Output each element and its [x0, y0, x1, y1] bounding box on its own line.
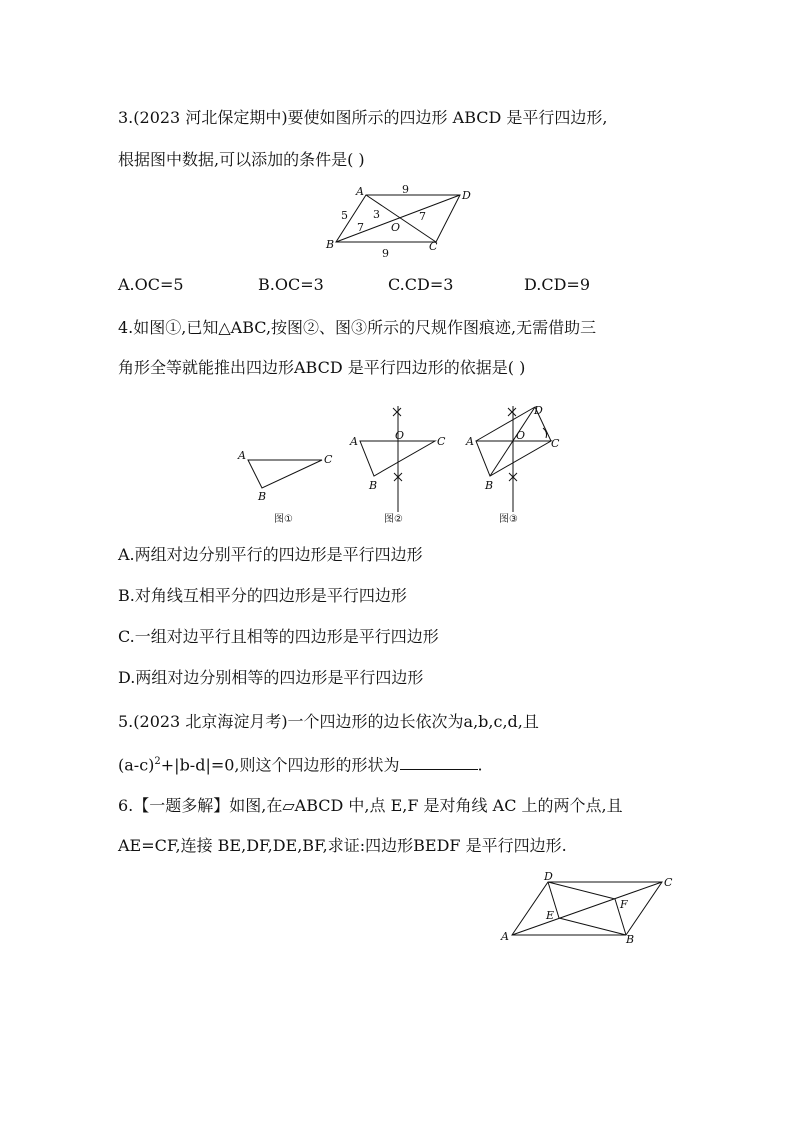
q3-label-ob: 7 [357, 221, 364, 234]
q3-option-c: C.CD=3 [388, 275, 454, 294]
q4-fig1-point-a: A [238, 449, 246, 462]
q3-label-ab: 5 [341, 209, 348, 222]
q3-label-ad: 9 [402, 183, 409, 196]
q4-option-a: A.两组对边分别平行的四边形是平行四边形 [118, 545, 423, 564]
q4-fig2-point-o: O [395, 429, 405, 442]
q6-point-b: B [626, 933, 635, 944]
q4-fig1-point-b: B [258, 490, 267, 503]
q6-point-c: C [664, 876, 673, 889]
q3-label-od: 7 [419, 210, 426, 223]
q4-line-1: 4.如图①,已知△ABC,按图②、图③所示的尺规作图痕迹,无需借助三 [118, 318, 597, 337]
q6-point-f: F [620, 898, 628, 911]
q5-line-1: 5.(2023 北京海淀月考)一个四边形的边长依次为a,b,c,d,且 [118, 712, 539, 731]
q6-point-a: A [501, 930, 509, 943]
q3-point-c: C [429, 240, 438, 253]
q6-point-e: E [546, 909, 555, 922]
q4-fig3-point-o: O [516, 429, 526, 442]
q3-label-oa: 3 [373, 208, 380, 221]
q4-fig3-point-a: A [466, 435, 474, 448]
q4-fig3-point-c: C [551, 437, 560, 450]
q3-parallelogram-figure [322, 182, 472, 260]
q6-line-1: 6.【一题多解】如图,在▱ABCD 中,点 E,F 是对角线 AC 上的两个点,且 [118, 796, 623, 815]
q4-fig2-caption: 图② [384, 514, 403, 525]
q6-segment-df [548, 882, 615, 899]
q6-segment-be [559, 918, 626, 935]
q4-line-2: 角形全等就能推出四边形ABCD 是平行四边形的依据是( ) [118, 358, 526, 377]
q3-option-b: B.OC=3 [258, 275, 324, 294]
q4-option-c: C.一组对边平行且相等的四边形是平行四边形 [118, 627, 439, 646]
q4-fig3-line-ad [476, 407, 535, 441]
q4-fig2-point-a: A [350, 435, 358, 448]
q5-expr-b: +|b-d|=0,则这个四边形的形状为 [160, 755, 400, 775]
q6-parallelogram-figure [496, 868, 686, 944]
q3-diagonal-bd [336, 195, 460, 242]
q4-fig2-point-c: C [437, 435, 446, 448]
q3-point-d: D [462, 189, 471, 202]
q4-fig1-point-c: C [324, 453, 333, 466]
q5-expr-sup: 2 [154, 756, 161, 767]
q4-fig1-triangle [248, 460, 322, 488]
q3-label-bc: 9 [382, 247, 389, 260]
q5-expr-end: . [477, 755, 483, 775]
q4-fig3-point-b: B [485, 479, 494, 492]
q3-option-a: A.OC=5 [118, 275, 184, 294]
q3-line-1: 3.(2023 河北保定期中)要使如图所示的四边形 ABCD 是平行四边形, [118, 108, 608, 127]
q4-fig2-point-b: B [369, 479, 378, 492]
q5-answer-blank[interactable] [400, 754, 478, 770]
q3-point-a: A [356, 185, 364, 198]
q4-fig3-caption: 图③ [499, 514, 518, 525]
q4-option-b: B.对角线互相平分的四边形是平行四边形 [118, 586, 407, 605]
q4-option-d: D.两组对边分别相等的四边形是平行四边形 [118, 668, 424, 687]
q4-fig1-caption: 图① [274, 514, 293, 525]
q6-point-d: D [544, 870, 553, 883]
q6-line-2: AE=CF,连接 BE,DF,DE,BF,求证:四边形BEDF 是平行四边形. [118, 836, 567, 855]
q5-expr-a: (a-c) [118, 755, 155, 775]
q3-option-d: D.CD=9 [524, 275, 590, 294]
q3-point-o: O [391, 221, 401, 234]
q6-diagonal-ac [512, 882, 662, 935]
q3-line-2: 根据图中数据,可以添加的条件是( ) [118, 150, 365, 169]
q5-line-2 [118, 752, 483, 775]
q4-fig3-point-d: D [534, 404, 543, 417]
q4-figures [230, 392, 570, 532]
q3-point-b: B [326, 238, 335, 251]
